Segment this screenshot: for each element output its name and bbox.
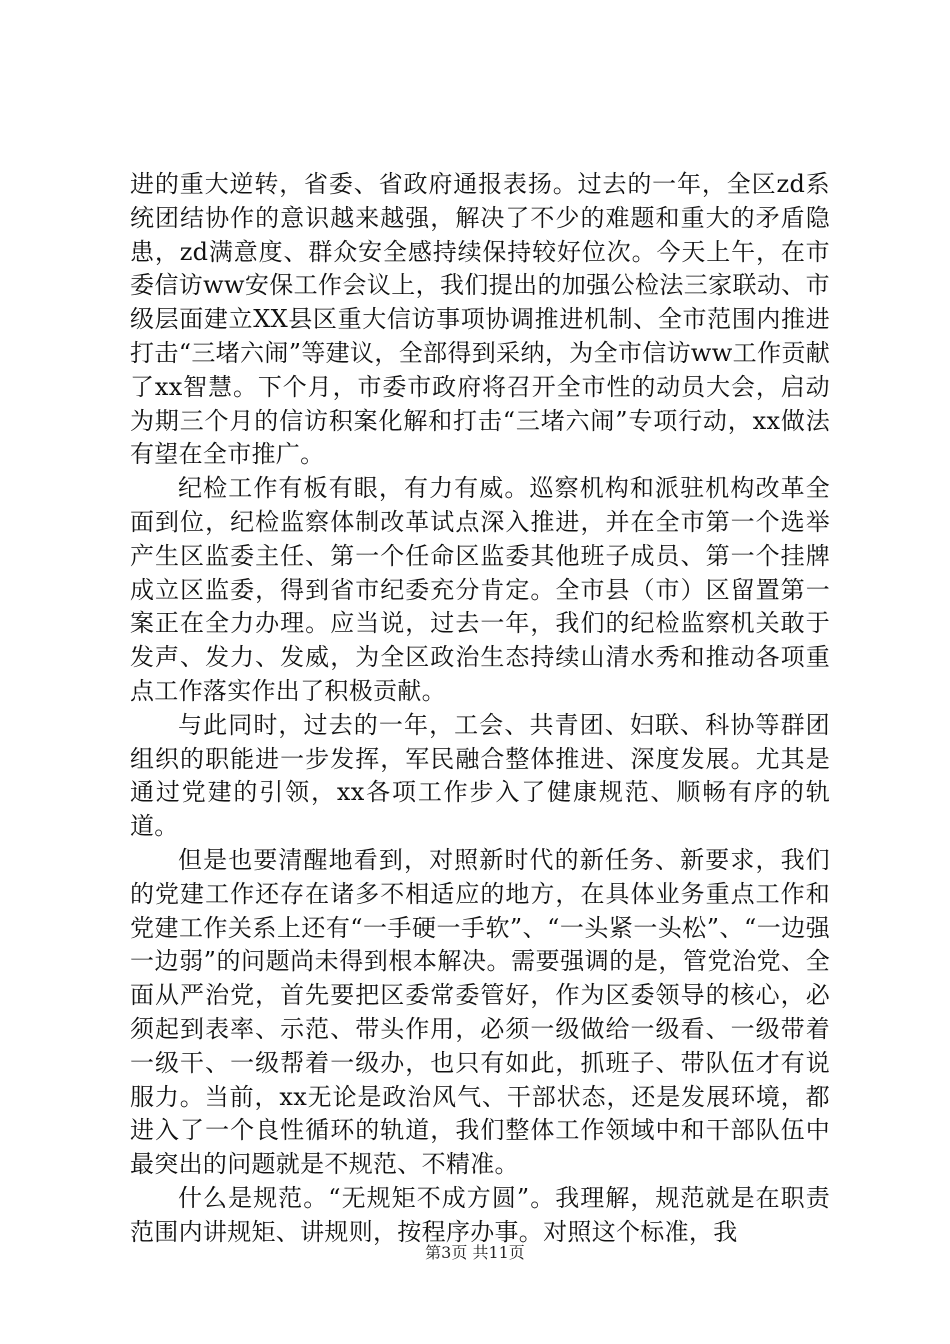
paragraph-5: 什么是规范。“无规矩不成方圆”。我理解，规范就是在职责范围内讲规矩、讲规则，按程序办事。对照这个标准，我 xyxy=(130,1183,830,1246)
page-number: 第3页 共11页 xyxy=(425,1243,525,1262)
paragraph-4: 但是也要清醒地看到，对照新时代的新任务、新要求，我们的党建工作还存在诸多不相适应的地方，在具体业务重点工作和党建工作关系上还有“一手硬一手软”、“一头紧一头松”、“一边强一边弱”的问题尚未得到根本解决。需要强调的是，管党治党、全面从严治党，首先要把区委常委管好，作为区委领导的核心，必须起到表率、示范、带头作用，必须一级做给一级看、一级带着一级干、一级帮着一级办，也只有如此，抓班子、带队伍才有说服力。当前，xx无论是政治风气、干部状态，还是发展环境，都进入了一个良性循环的轨道，我们整体工作领域中和干部队伍中最突出的问题就是不规范、不精准。 xyxy=(130,845,830,1179)
paragraph-3: 与此同时，过去的一年，工会、共青团、妇联、科协等群团组织的职能进一步发挥，军民融合整体推进、深度发展。尤其是通过党建的引领，xx各项工作步入了健康规范、顺畅有序的轨道。 xyxy=(130,710,830,841)
paragraph-1: 进的重大逆转，省委、省政府通报表扬。过去的一年，全区zd系统团结协作的意识越来越强，解决了不少的难题和重大的矛盾隐患，zd满意度、群众安全感持续保持较好位次。今天上午，在市委信访ww安保工作会议上，我们提出的加强公检法三家联动、市级层面建立XX县区重大信访事项协调推进机制、全市范围内推进打击“三堵六闹”等建议，全部得到采纳，为全市信访ww工作贡献了xx智慧。下个月，市委市政府将召开全市性的动员大会，启动为期三个月的信访积案化解和打击“三堵六闹”专项行动，xx做法有望在全市推广。 xyxy=(130,170,830,469)
page-footer xyxy=(0,1243,950,1263)
document-body xyxy=(130,168,830,1250)
paragraph-2: 纪检工作有板有眼，有力有威。巡察机构和派驻机构改革全面到位，纪检监察体制改革试点深入推进，并在全市第一个选举产生区监委主任、第一个任命区监委其他班子成员、第一个挂牌成立区监委，得到省市纪委充分肯定。全市县（市）区留置第一案正在全力办理。应当说，过去一年，我们的纪检监察机关敢于发声、发力、发威，为全区政治生态持续山清水秀和推动各项重点工作落实作出了积极贡献。 xyxy=(130,474,830,705)
